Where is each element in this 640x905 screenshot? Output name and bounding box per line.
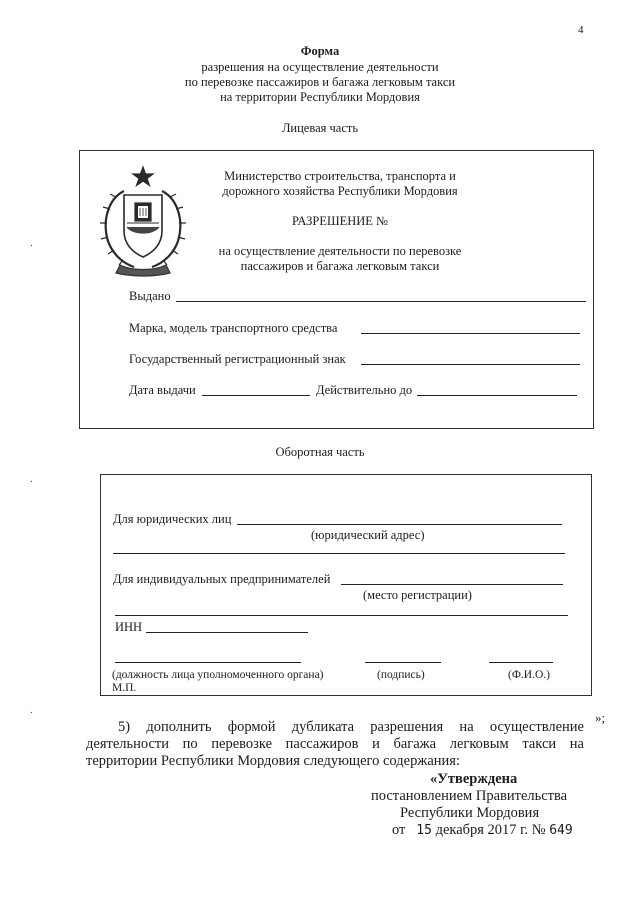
ministry-name-line-2: дорожного хозяйства Республики Мордовия bbox=[222, 184, 458, 198]
registration-place-field[interactable] bbox=[115, 615, 568, 616]
margin-mark: ⸱ bbox=[30, 241, 33, 252]
coat-of-arms-emblem bbox=[94, 165, 192, 277]
closing-quote: »; bbox=[595, 710, 606, 725]
valid-until-field[interactable] bbox=[417, 395, 577, 396]
issue-date-field[interactable] bbox=[202, 395, 310, 396]
approval-number: 649 bbox=[549, 823, 573, 838]
margin-mark: ⸱ bbox=[30, 477, 33, 488]
permit-purpose-line-2: пассажиров и багажа легковым такси bbox=[240, 259, 440, 273]
legal-entities-label: Для юридических лиц bbox=[113, 512, 232, 526]
legal-address-field[interactable] bbox=[113, 553, 565, 554]
page-number: 4 bbox=[578, 24, 584, 36]
official-position-hint: (должность лица уполномоченного органа) bbox=[112, 669, 324, 681]
form-title: Форма bbox=[300, 44, 340, 58]
signature-hint: (подпись) bbox=[377, 669, 425, 681]
approval-republic: Республики Мордовия bbox=[400, 805, 540, 821]
legal-entities-field[interactable] bbox=[237, 524, 562, 525]
entrepreneurs-field[interactable] bbox=[341, 584, 563, 585]
vehicle-model-field[interactable] bbox=[361, 333, 580, 334]
front-side-box bbox=[79, 150, 594, 429]
approval-date-prefix: от bbox=[392, 822, 406, 838]
back-side-box bbox=[100, 474, 592, 696]
paragraph-line-3: территории Республики Мордовия следующего содержания: bbox=[86, 753, 460, 769]
inn-label: ИНН bbox=[115, 620, 143, 634]
legal-address-hint: (юридический адрес) bbox=[311, 528, 425, 542]
vehicle-model-label: Марка, модель транспортного средства bbox=[129, 321, 338, 335]
stamp-label: М.П. bbox=[112, 682, 137, 694]
paragraph-line-2: деятельности по перевозке пассажиров и багажа легковым такси на bbox=[86, 736, 584, 752]
full-name-hint: (Ф.И.О.) bbox=[508, 669, 550, 681]
form-subtitle-line-1: разрешения на осуществление деятельности bbox=[201, 60, 439, 74]
approval-by-resolution: постановлением Правительства bbox=[371, 788, 568, 804]
issued-to-field[interactable] bbox=[176, 301, 586, 302]
signature-field[interactable] bbox=[365, 662, 441, 663]
registration-place-hint: (место регистрации) bbox=[363, 588, 472, 602]
approval-date-day: 15 bbox=[416, 823, 432, 838]
entrepreneurs-label: Для индивидуальных предпринимателей bbox=[113, 572, 331, 586]
full-name-field[interactable] bbox=[489, 662, 553, 663]
issue-date-label: Дата выдачи bbox=[129, 383, 196, 397]
inn-field[interactable] bbox=[146, 632, 308, 633]
back-side-label: Оборотная часть bbox=[275, 445, 365, 459]
ministry-name-line-1: Министерство строительства, транспорта и bbox=[224, 169, 456, 183]
approval-date bbox=[392, 822, 573, 839]
issued-to-label: Выдано bbox=[129, 289, 171, 303]
approval-date-rest: декабря 2017 г. № bbox=[435, 822, 546, 838]
permit-purpose-line-1: на осуществление деятельности по перевозке bbox=[218, 244, 462, 258]
front-side-label: Лицевая часть bbox=[281, 121, 359, 135]
paragraph-line-1: 5) дополнить формой дубликата разрешения на осуществление bbox=[118, 719, 584, 735]
margin-mark: ⸱ bbox=[30, 708, 33, 719]
form-subtitle-line-3: на территории Республики Мордовия bbox=[220, 90, 420, 104]
form-subtitle-line-2: по перевозке пассажиров и багажа легковым такси bbox=[184, 75, 456, 89]
plate-number-field[interactable] bbox=[361, 364, 580, 365]
valid-until-label: Действительно до bbox=[316, 383, 413, 397]
approval-approved: «Утверждена bbox=[430, 771, 518, 787]
permit-title: РАЗРЕШЕНИЕ № bbox=[292, 214, 388, 228]
official-position-field[interactable] bbox=[115, 662, 301, 663]
plate-number-label: Государственный регистрационный знак bbox=[129, 352, 346, 366]
